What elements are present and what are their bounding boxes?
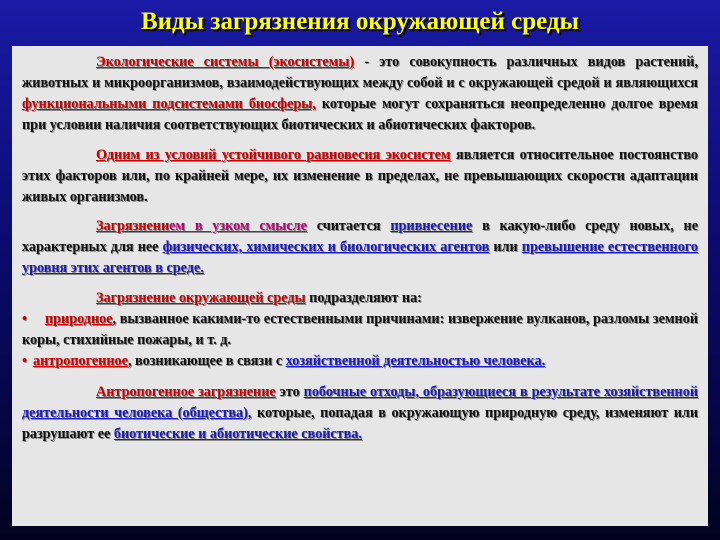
- list-item-natural: [22, 309, 698, 351]
- paragraph-anthropogenic-pollution: [22, 382, 698, 445]
- text-anthropogenic: , возникающее в связи с: [127, 352, 286, 369]
- text-equilibrium: является относительное постоянство этих факторов или, по крайней мере, их изменение в пределах, не превышающих скорости адаптации живых организмов.: [22, 146, 698, 205]
- paragraph-ecosystems: [22, 52, 698, 136]
- text-pollution-3: или: [489, 239, 522, 255]
- term-anthropogenic-pollution: Антропогенное загрязнение: [96, 383, 276, 400]
- text-natural: , вызванное какими-то естественными причинами: извержение вулканов, разломы земной коры, стихийные пожары, и т. д.: [22, 310, 698, 348]
- text-pollution-2: в какую-либо среду новых, не характерных для нее: [22, 218, 698, 255]
- term-byproducts: побочные отходы, образующиеся в результате хозяйственной деятельности человека (общества),: [22, 383, 699, 421]
- term-introduction: привнесение: [390, 218, 473, 234]
- term-natural: природное: [44, 310, 113, 327]
- bullet-anthropogenic: •: [22, 352, 27, 369]
- text-pollution-1: считается: [306, 218, 391, 234]
- term-pollution-a: Загрязнени: [96, 218, 170, 234]
- term-agents: физических, химических и биологических агентов: [162, 239, 490, 255]
- term-equilibrium: Одним из условий устойчивого равновесия экосистем: [96, 146, 451, 163]
- page-title: Виды загрязнения окружающей среды: [140, 8, 580, 35]
- text-classification: подразделяют на:: [305, 289, 422, 306]
- term-biosphere-subsystems: функциональными подсистемами биосферы,: [22, 96, 316, 112]
- term-excess: превышение естественного уровня этих агентов в среде.: [22, 239, 698, 276]
- list-item-anthropogenic: [22, 351, 698, 372]
- content-panel: [12, 46, 708, 526]
- term-economic-activity: хозяйственной деятельностью человека.: [285, 352, 546, 369]
- term-properties: биотические и абиотические свойства.: [113, 425, 362, 442]
- paragraph-pollution-definition: [22, 216, 698, 279]
- text-ecosystems-1: - это совокупность различных видов растений, животных и микроорганизмов, взаимодействующих между собой и с окружающей средой и являющихся: [22, 54, 698, 91]
- term-environment-pollution: Загрязнение окружающей среды: [96, 289, 306, 306]
- text-anthropogenic-2: которые, попадая в окружающую природную среду, изменяют или разрушают ее: [22, 404, 698, 442]
- term-pollution-b: ем в узком смысле: [169, 218, 307, 234]
- term-ecosystems: Экологические системы (экосистемы): [96, 54, 355, 70]
- text-ecosystems-2: которые могут сохраняться неопределенно долгое время при условии наличия соответствующих биотических и абиотических факторов.: [22, 96, 698, 133]
- text-anthropogenic-1: это: [275, 383, 304, 400]
- term-anthropogenic: антропогенное: [32, 352, 128, 369]
- paragraph-classification: [22, 288, 698, 309]
- paragraph-equilibrium: [22, 145, 698, 208]
- bullet-natural: •: [22, 310, 27, 327]
